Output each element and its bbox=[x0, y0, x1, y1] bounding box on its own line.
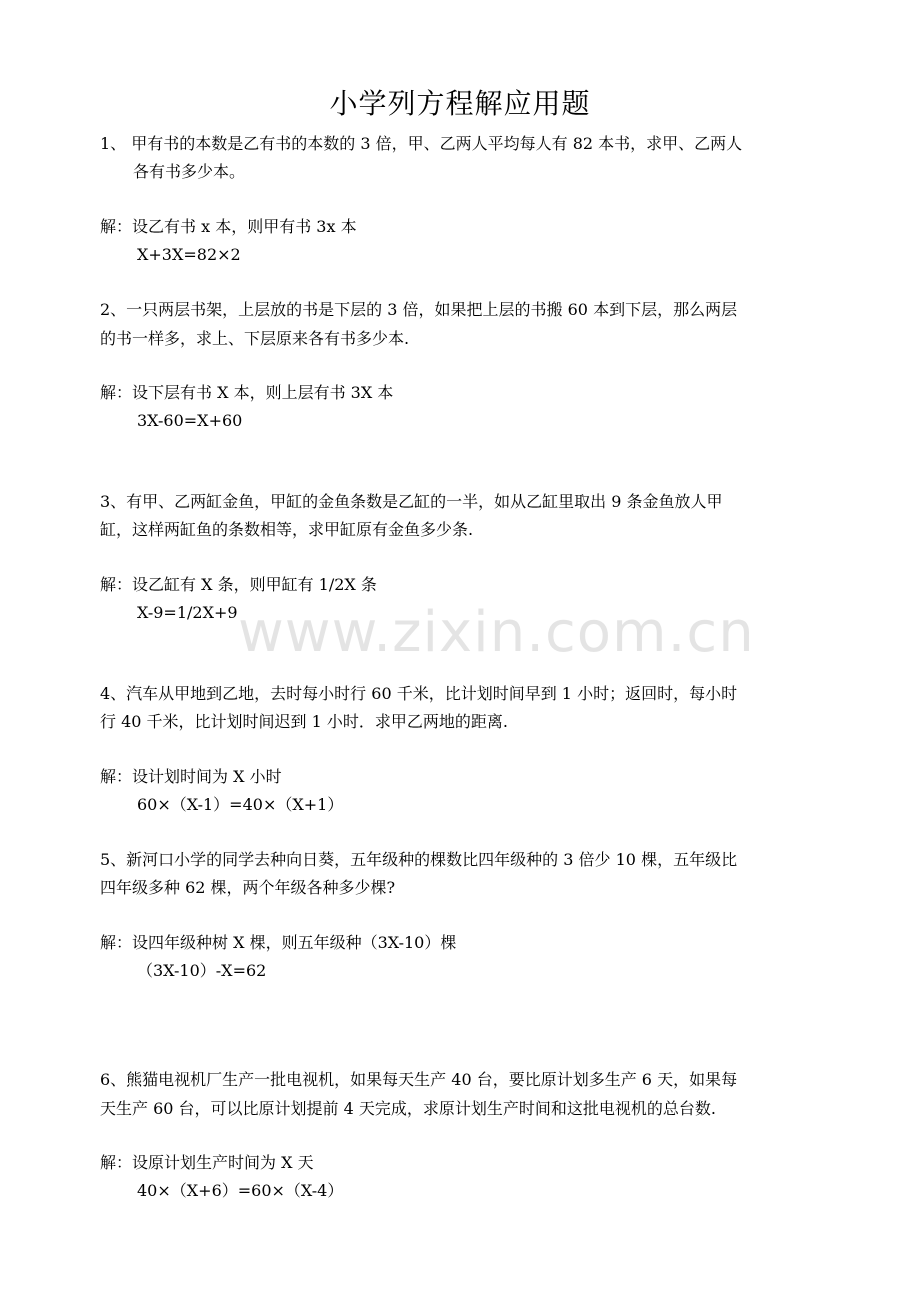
problem-5-question-line-1: 5、新河口小学的同学去种向日葵，五年级种的棵数比四年级种的 3 倍少 10 棵，五年级比 bbox=[100, 850, 738, 869]
problem-4-question-line-2: 行 40 千米，比计划时间迟到 1 小时．求甲乙两地的距离. bbox=[100, 712, 508, 731]
problem-3-equation: X-9=1/2X+9 bbox=[137, 603, 238, 622]
problem-2-question-line-1: 2、一只两层书架，上层放的书是下层的 3 倍，如果把上层的书搬 60 本到下层，那么两层 bbox=[100, 300, 738, 319]
problem-2-solution: 解：设下层有书 X 本，则上层有书 3X 本 bbox=[100, 383, 394, 402]
problem-1-question-line-1: 1、 甲有书的本数是乙有书的本数的 3 倍，甲、乙两人平均每人有 82 本书，求甲、乙两人 bbox=[100, 134, 743, 153]
problem-1-question-line-2: 各有书多少本。 bbox=[133, 162, 246, 181]
problem-5-solution: 解：设四年级种树 X 棵，则五年级种（3X-10）棵 bbox=[100, 933, 457, 952]
problem-2-question-line-2: 的书一样多，求上、下层原来各有书多少本. bbox=[100, 329, 410, 348]
page-title: 小学列方程解应用题 bbox=[329, 87, 591, 120]
problem-3-question-line-1: 3、有甲、乙两缸金鱼，甲缸的金鱼条数是乙缸的一半，如从乙缸里取出 9 条金鱼放人甲 bbox=[100, 492, 723, 511]
problem-6-equation: 40×（X+6）=60×（X-4） bbox=[137, 1181, 344, 1200]
problem-4-equation: 60×（X-1）=40×（X+1） bbox=[137, 795, 344, 814]
problem-4-question-line-1: 4、汽车从甲地到乙地，去时每小时行 60 千米，比计划时间早到 1 小时；返回时，每小时 bbox=[100, 684, 738, 703]
problem-5-question-line-2: 四年级多种 62 棵，两个年级各种多少棵? bbox=[100, 878, 396, 897]
problem-6-question-line-1: 6、熊猫电视机厂生产一批电视机，如果每天生产 40 台，要比原计划多生产 6 天，如果每 bbox=[100, 1070, 738, 1089]
problem-3-solution: 解：设乙缸有 X 条，则甲缸有 1/2X 条 bbox=[100, 575, 377, 594]
problem-3-question-line-2: 缸，这样两缸鱼的条数相等，求甲缸原有金鱼多少条. bbox=[100, 520, 474, 539]
problem-5-equation: （3X-10）-X=62 bbox=[137, 961, 267, 980]
problem-6-solution: 解：设原计划生产时间为 X 天 bbox=[100, 1153, 314, 1172]
problem-1-equation: X+3X=82×2 bbox=[137, 245, 241, 264]
problem-2-equation: 3X-60=X+60 bbox=[137, 411, 243, 430]
watermark: www.zixin.com.cn bbox=[238, 600, 755, 665]
problem-6-question-line-2: 天生产 60 台，可以比原计划提前 4 天完成，求原计划生产时间和这批电视机的总台数. bbox=[100, 1099, 716, 1118]
problem-4-solution: 解：设计划时间为 X 小时 bbox=[100, 767, 282, 786]
problem-1-solution: 解：设乙有书 x 本，则甲有书 3x 本 bbox=[100, 217, 357, 236]
